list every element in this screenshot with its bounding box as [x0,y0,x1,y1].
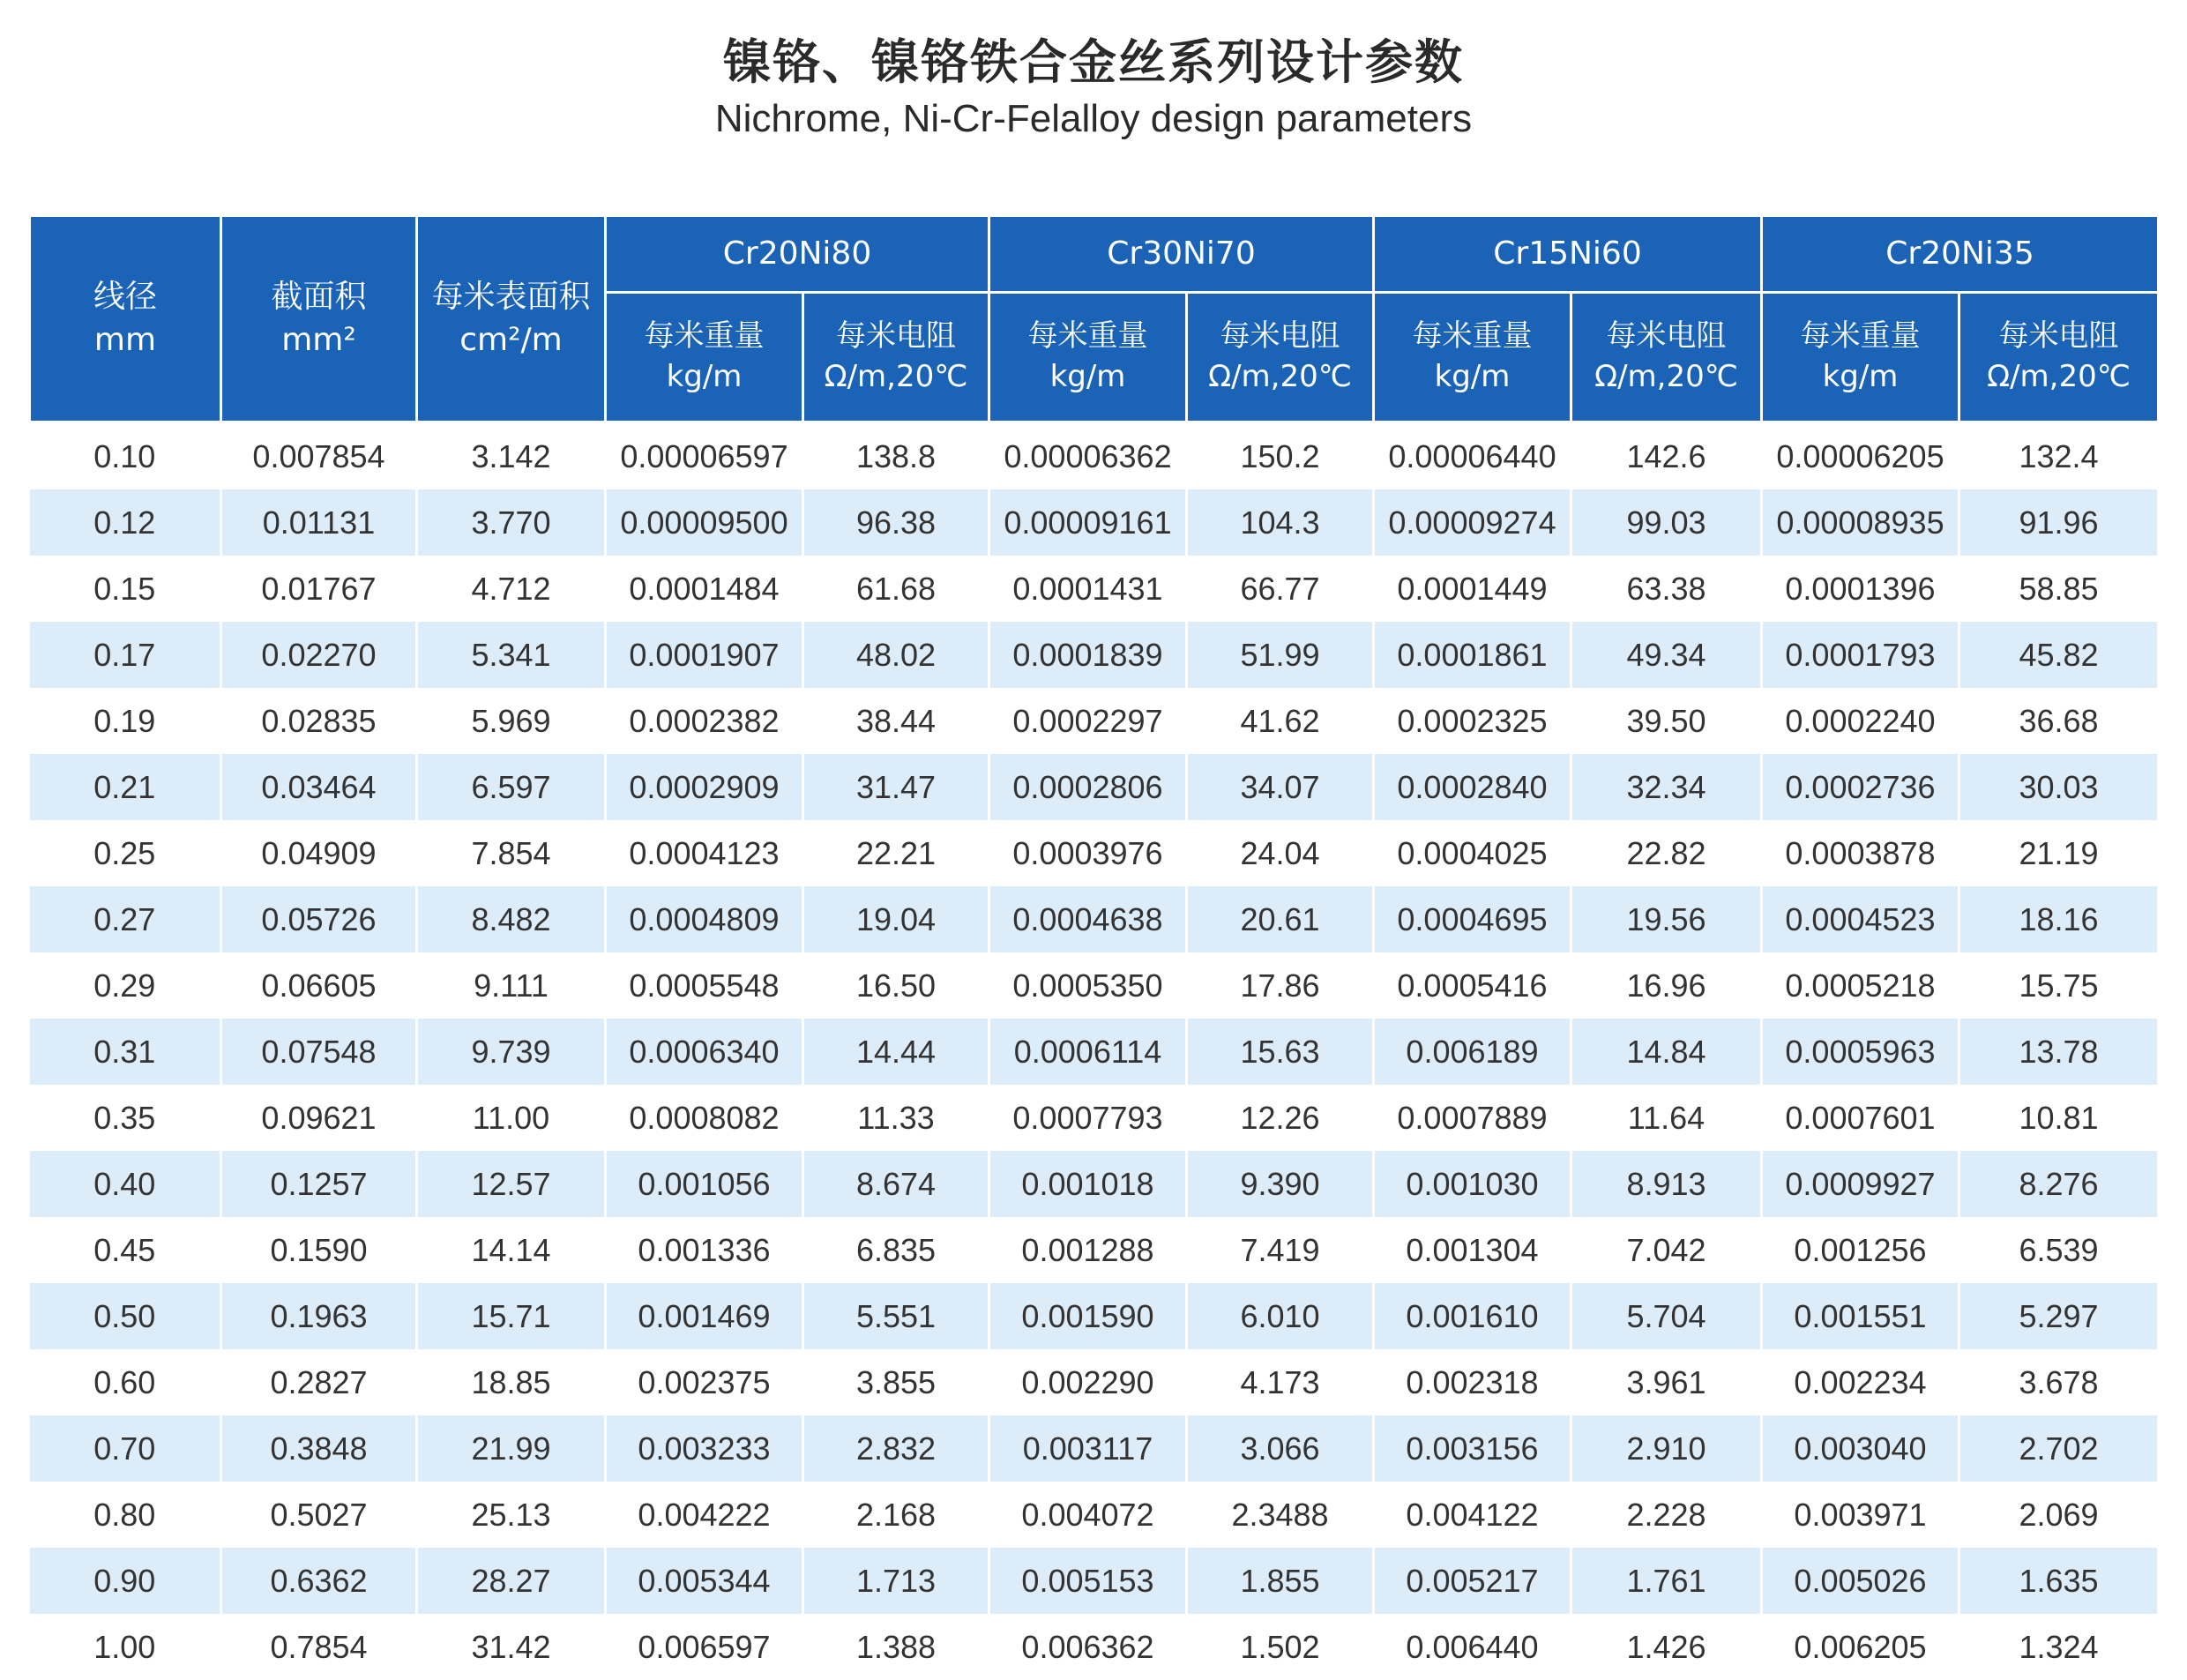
table-cell: 0.001590 [989,1283,1187,1349]
table-cell: 39.50 [1571,688,1762,754]
table-cell: 0.0005218 [1762,952,1959,1019]
table-cell: 0.40 [30,1151,221,1217]
table-cell: 0.00009161 [989,489,1187,556]
table-cell: 45.82 [1959,622,2159,688]
table-cell: 0.1590 [221,1217,417,1283]
table-cell: 3.142 [417,422,606,490]
table-cell: 0.3848 [221,1415,417,1482]
table-cell: 0.003117 [989,1415,1187,1482]
table-cell: 1.426 [1571,1614,1762,1680]
table-cell: 11.00 [417,1085,606,1151]
table-cell: 0.001288 [989,1217,1187,1283]
table-cell: 14.84 [1571,1019,1762,1085]
table-cell: 0.0004025 [1374,820,1571,886]
table-cell: 0.0008082 [606,1085,803,1151]
table-cell: 15.71 [417,1283,606,1349]
table-cell: 0.12 [30,489,221,556]
table-cell: 7.042 [1571,1217,1762,1283]
header-weight: 每米重量 kg/m [989,293,1187,422]
table-cell: 0.006597 [606,1614,803,1680]
table-cell: 21.99 [417,1415,606,1482]
table-cell: 5.969 [417,688,606,754]
table-cell: 2.910 [1571,1415,1762,1482]
table-cell: 16.50 [803,952,989,1019]
table-cell: 0.001056 [606,1151,803,1217]
table-cell: 63.38 [1571,556,1762,622]
table-cell: 3.066 [1187,1415,1374,1482]
table-cell: 41.62 [1187,688,1374,754]
table-cell: 0.29 [30,952,221,1019]
table-cell: 0.002318 [1374,1349,1571,1415]
table-cell: 0.06605 [221,952,417,1019]
table-cell: 0.002234 [1762,1349,1959,1415]
table-cell: 0.002290 [989,1349,1187,1415]
table-cell: 0.0001861 [1374,622,1571,688]
table-cell: 0.0004638 [989,886,1187,952]
table-cell: 9.111 [417,952,606,1019]
table-row [30,1019,2159,1085]
table-cell: 8.674 [803,1151,989,1217]
table-cell: 0.0002840 [1374,754,1571,820]
table-cell: 0.17 [30,622,221,688]
table-cell: 0.003156 [1374,1415,1571,1482]
table-cell: 16.96 [1571,952,1762,1019]
table-cell: 13.78 [1959,1019,2159,1085]
table-cell: 0.0005350 [989,952,1187,1019]
table-cell: 0.02835 [221,688,417,754]
table-cell: 25.13 [417,1482,606,1548]
header-resistance: 每米电阻 Ω/m,20℃ [1187,293,1374,422]
header-area: 截面积 mm² [221,216,417,422]
table-cell: 0.001610 [1374,1283,1571,1349]
table-cell: 91.96 [1959,489,2159,556]
table-cell: 2.168 [803,1482,989,1548]
table-cell: 5.341 [417,622,606,688]
table-cell: 99.03 [1571,489,1762,556]
table-cell: 0.00009500 [606,489,803,556]
header-weight: 每米重量 kg/m [1762,293,1959,422]
table-cell: 0.01767 [221,556,417,622]
table-cell: 0.02270 [221,622,417,688]
table-cell: 0.6362 [221,1548,417,1614]
table-cell: 0.005217 [1374,1548,1571,1614]
table-cell: 0.60 [30,1349,221,1415]
table-cell: 5.704 [1571,1283,1762,1349]
table-row [30,1548,2159,1614]
table-cell: 19.04 [803,886,989,952]
table-cell: 0.0001839 [989,622,1187,688]
page-title: 镍铬、镍铬铁合金丝系列设计参数 [0,25,2187,93]
table-cell: 19.56 [1571,886,1762,952]
table-cell: 3.961 [1571,1349,1762,1415]
header-alloy-cr20ni80: Cr20Ni80 [606,216,989,293]
table-cell: 0.0006340 [606,1019,803,1085]
header-alloy-cr20ni35: Cr20Ni35 [1762,216,2159,293]
table-cell: 0.00006597 [606,422,803,490]
table-cell: 1.713 [803,1548,989,1614]
table-cell: 0.04909 [221,820,417,886]
table-cell: 17.86 [1187,952,1374,1019]
table-cell: 0.0004523 [1762,886,1959,952]
table-cell: 3.678 [1959,1349,2159,1415]
header-weight: 每米重量 kg/m [606,293,803,422]
table-row [30,754,2159,820]
table-cell: 14.14 [417,1217,606,1283]
table-cell: 0.1963 [221,1283,417,1349]
table-cell: 0.31 [30,1019,221,1085]
table-cell: 0.21 [30,754,221,820]
table-cell: 20.61 [1187,886,1374,952]
table-cell: 0.07548 [221,1019,417,1085]
table-cell: 0.002375 [606,1349,803,1415]
table-cell: 0.001030 [1374,1151,1571,1217]
table-cell: 24.04 [1187,820,1374,886]
table-cell: 0.0005548 [606,952,803,1019]
table-row [30,556,2159,622]
table-cell: 0.0009927 [1762,1151,1959,1217]
table-cell: 8.482 [417,886,606,952]
table-cell: 15.63 [1187,1019,1374,1085]
header-resistance: 每米电阻 Ω/m,20℃ [1959,293,2159,422]
table-cell: 22.21 [803,820,989,886]
table-cell: 0.0003878 [1762,820,1959,886]
table-cell: 0.0004695 [1374,886,1571,952]
table-cell: 9.390 [1187,1151,1374,1217]
table-cell: 0.0002806 [989,754,1187,820]
table-row [30,1415,2159,1482]
table-cell: 2.069 [1959,1482,2159,1548]
header-resistance: 每米电阻 Ω/m,20℃ [1571,293,1762,422]
table-cell: 0.03464 [221,754,417,820]
table-cell: 138.8 [803,422,989,490]
table-cell: 0.0002297 [989,688,1187,754]
header-diameter: 线径 mm [30,216,221,422]
table-cell: 1.00 [30,1614,221,1680]
table-body [30,422,2159,1680]
table-cell: 96.38 [803,489,989,556]
table-cell: 5.297 [1959,1283,2159,1349]
table-cell: 0.2827 [221,1349,417,1415]
table-cell: 0.01131 [221,489,417,556]
table-cell: 6.597 [417,754,606,820]
table-cell: 1.635 [1959,1548,2159,1614]
table-cell: 0.80 [30,1482,221,1548]
table-cell: 0.003233 [606,1415,803,1482]
table-cell: 2.832 [803,1415,989,1482]
table-cell: 58.85 [1959,556,2159,622]
table-cell: 6.539 [1959,1217,2159,1283]
table-cell: 12.57 [417,1151,606,1217]
table-cell: 0.05726 [221,886,417,952]
table-row [30,1283,2159,1349]
table-cell: 2.3488 [1187,1482,1374,1548]
table-cell: 34.07 [1187,754,1374,820]
table-cell: 11.64 [1571,1085,1762,1151]
table-cell: 4.712 [417,556,606,622]
table-cell: 0.0001484 [606,556,803,622]
table-cell: 0.0006114 [989,1019,1187,1085]
table-cell: 0.0001793 [1762,622,1959,688]
table-cell: 1.388 [803,1614,989,1680]
table-cell: 8.913 [1571,1151,1762,1217]
table-cell: 142.6 [1571,422,1762,490]
table-cell: 6.835 [803,1217,989,1283]
table-row [30,1217,2159,1283]
header-surface: 每米表面积 cm²/m [417,216,606,422]
table-cell: 48.02 [803,622,989,688]
table-cell: 15.75 [1959,952,2159,1019]
table-cell: 0.90 [30,1548,221,1614]
table-cell: 0.004222 [606,1482,803,1548]
table-row [30,688,2159,754]
table-cell: 0.00008935 [1762,489,1959,556]
table-cell: 0.001018 [989,1151,1187,1217]
table-row [30,820,2159,886]
table-cell: 0.10 [30,422,221,490]
table-cell: 132.4 [1959,422,2159,490]
table-cell: 0.001551 [1762,1283,1959,1349]
table-cell: 0.006440 [1374,1614,1571,1680]
table-row [30,489,2159,556]
table-cell: 0.001469 [606,1283,803,1349]
table-cell: 0.006205 [1762,1614,1959,1680]
table-row [30,1151,2159,1217]
table-cell: 0.003040 [1762,1415,1959,1482]
table-cell: 0.19 [30,688,221,754]
table-cell: 0.7854 [221,1614,417,1680]
table-cell: 5.551 [803,1283,989,1349]
table-cell: 150.2 [1187,422,1374,490]
table-cell: 0.0001449 [1374,556,1571,622]
table-cell: 0.15 [30,556,221,622]
table-cell: 2.702 [1959,1415,2159,1482]
table-row [30,1614,2159,1680]
header-resistance: 每米电阻 Ω/m,20℃ [803,293,989,422]
table-cell: 66.77 [1187,556,1374,622]
table-cell: 0.0004123 [606,820,803,886]
table-cell: 104.3 [1187,489,1374,556]
table-cell: 0.0002382 [606,688,803,754]
table-cell: 0.70 [30,1415,221,1482]
table-cell: 0.00006440 [1374,422,1571,490]
table-cell: 51.99 [1187,622,1374,688]
table-cell: 61.68 [803,556,989,622]
table-row [30,1349,2159,1415]
table-cell: 0.45 [30,1217,221,1283]
table-cell: 22.82 [1571,820,1762,886]
table-cell: 0.00006205 [1762,422,1959,490]
table-cell: 0.001304 [1374,1217,1571,1283]
table-cell: 8.276 [1959,1151,2159,1217]
table-row [30,886,2159,952]
header-weight: 每米重量 kg/m [1374,293,1571,422]
table-cell: 11.33 [803,1085,989,1151]
table-cell: 0.001336 [606,1217,803,1283]
table-cell: 0.27 [30,886,221,952]
table-cell: 0.005153 [989,1548,1187,1614]
table-cell: 0.0002240 [1762,688,1959,754]
table-cell: 0.004122 [1374,1482,1571,1548]
table-cell: 21.19 [1959,820,2159,886]
table-cell: 0.0001907 [606,622,803,688]
table-cell: 32.34 [1571,754,1762,820]
table-cell: 14.44 [803,1019,989,1085]
table-cell: 0.005026 [1762,1548,1959,1614]
table-cell: 18.85 [417,1349,606,1415]
table-row [30,1085,2159,1151]
table-cell: 18.16 [1959,886,2159,952]
table-cell: 30.03 [1959,754,2159,820]
table-cell: 3.770 [417,489,606,556]
table-cell: 0.006362 [989,1614,1187,1680]
header-alloy-cr30ni70: Cr30Ni70 [989,216,1374,293]
table-row [30,952,2159,1019]
table-cell: 3.855 [803,1349,989,1415]
table-cell: 31.42 [417,1614,606,1680]
table-cell: 0.006189 [1374,1019,1571,1085]
table-cell: 1.761 [1571,1548,1762,1614]
table-cell: 0.00006362 [989,422,1187,490]
table-row [30,422,2159,490]
table-row [30,1482,2159,1548]
table-cell: 2.228 [1571,1482,1762,1548]
table-cell: 0.1257 [221,1151,417,1217]
table-cell: 49.34 [1571,622,1762,688]
table-cell: 9.739 [417,1019,606,1085]
header-alloy-cr15ni60: Cr15Ni60 [1374,216,1762,293]
table-cell: 12.26 [1187,1085,1374,1151]
table-cell: 0.0005963 [1762,1019,1959,1085]
table-cell: 6.010 [1187,1283,1374,1349]
table-cell: 0.0001396 [1762,556,1959,622]
table-cell: 28.27 [417,1548,606,1614]
table-cell: 1.855 [1187,1548,1374,1614]
design-parameters-table [28,214,2160,1680]
table-cell: 0.0007793 [989,1085,1187,1151]
table-cell: 10.81 [1959,1085,2159,1151]
table-cell: 7.854 [417,820,606,886]
table-cell: 7.419 [1187,1217,1374,1283]
table-cell: 0.001256 [1762,1217,1959,1283]
table-cell: 36.68 [1959,688,2159,754]
table-cell: 0.00009274 [1374,489,1571,556]
table-cell: 0.0002736 [1762,754,1959,820]
table-cell: 0.25 [30,820,221,886]
table-cell: 0.003971 [1762,1482,1959,1548]
table-row [30,622,2159,688]
table-cell: 0.0004809 [606,886,803,952]
table-cell: 0.0007889 [1374,1085,1571,1151]
table-cell: 0.35 [30,1085,221,1151]
table-cell: 0.004072 [989,1482,1187,1548]
table-cell: 0.0003976 [989,820,1187,886]
table-cell: 0.0007601 [1762,1085,1959,1151]
table-cell: 38.44 [803,688,989,754]
table-cell: 0.5027 [221,1482,417,1548]
table-cell: 0.0005416 [1374,952,1571,1019]
table-cell: 0.005344 [606,1548,803,1614]
table-cell: 0.0002325 [1374,688,1571,754]
table-cell: 4.173 [1187,1349,1374,1415]
table-cell: 0.09621 [221,1085,417,1151]
page-subtitle: Nichrome, Ni-Cr-Felalloy design parameters [0,97,2187,141]
table-cell: 1.502 [1187,1614,1374,1680]
table-cell: 1.324 [1959,1614,2159,1680]
table-cell: 31.47 [803,754,989,820]
table-cell: 0.007854 [221,422,417,490]
table-cell: 0.50 [30,1283,221,1349]
table-cell: 0.0002909 [606,754,803,820]
table-cell: 0.0001431 [989,556,1187,622]
